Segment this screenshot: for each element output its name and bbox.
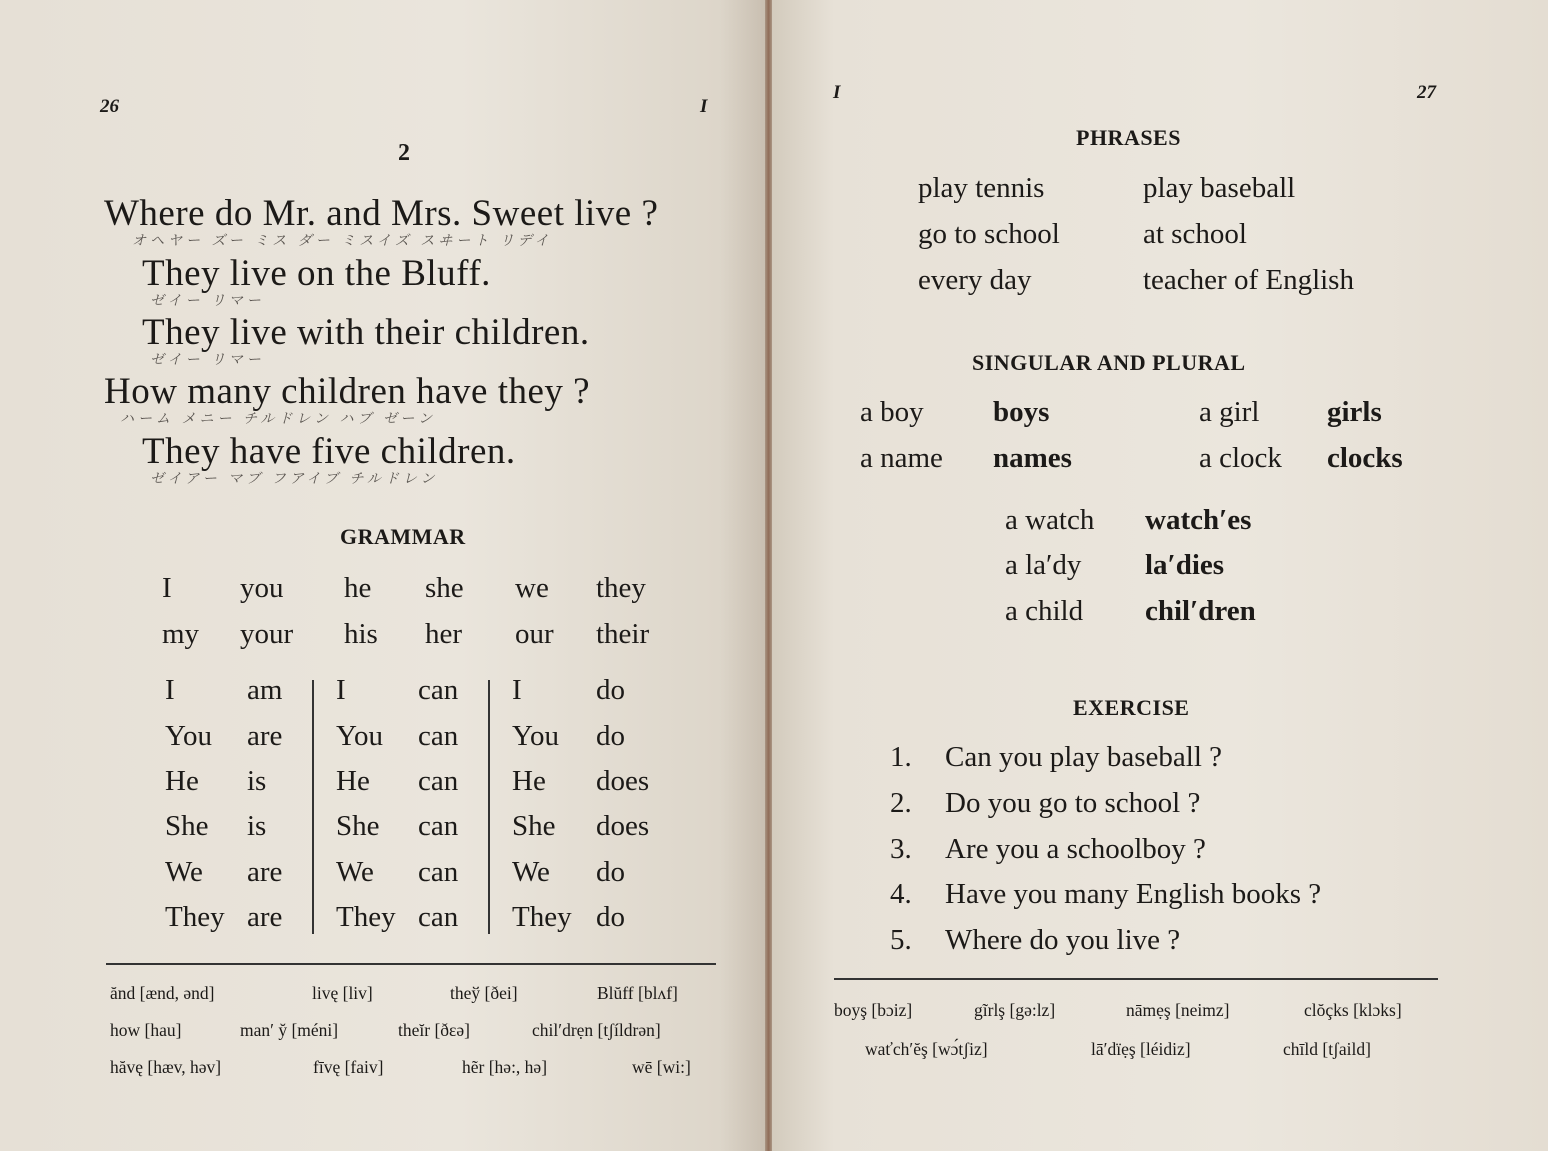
pronoun: they [596,572,646,604]
plural: la′dies [1145,549,1225,581]
subject: She [165,810,209,842]
pronoun: we [515,572,549,604]
dialog-line: They live on the Bluff. [142,253,491,294]
exercise-question: Can you play baseball ? [945,741,1223,773]
exercise-number: 1. [890,741,912,773]
pronoun: our [515,618,554,650]
plural: clocks [1327,442,1403,474]
verb: do [596,720,625,752]
pronoun: their [596,618,650,650]
pronunciation: ănd [ænd, ənd] [110,983,215,1003]
footnote-rule [834,978,1438,980]
verb: can [418,674,459,706]
verb: can [418,901,459,933]
exercise-heading: EXERCISE [1073,695,1190,720]
verb: am [247,674,283,706]
pronoun: your [240,618,294,650]
verb: can [418,810,459,842]
pronunciation: nāmẹş [neimz] [1126,1000,1230,1020]
exercise-question: Have you many English books ? [945,878,1322,910]
pronoun: I [162,572,172,604]
subject: They [512,901,572,933]
subject: She [512,810,556,842]
plural: girls [1327,396,1382,428]
pronoun: you [240,572,284,604]
phrase: play baseball [1143,172,1296,204]
verb: do [596,674,625,706]
subject: They [165,901,225,933]
pronunciation: fīvę [faiv] [313,1057,384,1077]
pronunciation: chil′drẹn [tʃíldrən] [532,1020,661,1040]
pronoun: his [344,618,378,650]
pronunciation: hăvę [hæv, həv] [110,1057,222,1077]
dialog-line: How many children have they ? [104,371,591,412]
verb: is [247,765,267,797]
pronunciation: man′ y̆ [méni] [240,1020,339,1040]
subject: We [336,856,374,888]
phrase: go to school [918,218,1060,250]
pronunciation: hẽr [hə:, hə] [462,1057,548,1077]
singular: a boy [860,396,924,428]
dialog-line: They have five children. [142,431,516,472]
phrase: teacher of English [1143,264,1354,296]
subject: He [165,765,199,797]
singular: a name [860,442,943,474]
pronunciation: theĭr [ðɛə] [398,1020,470,1040]
pronunciation: theў [ðei] [450,983,518,1003]
pronunciation: gĩrlş [gə:lz] [974,1000,1056,1020]
phrases-heading: PHRASES [1076,125,1181,150]
running-head: I [700,96,708,117]
footnote-rule [106,963,716,965]
pronunciation: lā′dïẹş [léidiz] [1091,1039,1191,1059]
subject: We [512,856,550,888]
furigana: ゼイー リマー [150,353,265,368]
pronunciation: livę [liv] [312,983,373,1003]
subject: He [512,765,546,797]
verb: are [247,856,283,888]
pronunciation: boyş [bɔiz] [834,1000,913,1020]
singular-plural-heading: SINGULAR AND PLURAL [972,350,1246,375]
singular: a girl [1199,396,1260,428]
pronoun: her [425,618,463,650]
pronunciation: wē [wi:] [632,1057,691,1077]
subject: We [165,856,203,888]
verb: is [247,810,267,842]
page-number: 27 [1417,82,1436,103]
subject: I [336,674,346,706]
dialog-line: Where do Mr. and Mrs. Sweet live ? [104,193,659,234]
verb: does [596,810,650,842]
pronunciation: clŏçks [klɔks] [1304,1000,1402,1020]
exercise-question: Where do you live ? [945,924,1181,956]
pronunciation: waťch′ĕş [wɔ́tʃiz] [865,1039,988,1059]
verb: can [418,765,459,797]
page-number: 26 [100,96,119,117]
verb: does [596,765,650,797]
verb: do [596,901,625,933]
grammar-heading: GRAMMAR [340,524,466,549]
furigana: ゼイー リマー [150,294,265,309]
subject: They [336,901,396,933]
singular: a la′dy [1005,549,1082,581]
subject: You [165,720,213,752]
singular: a watch [1005,504,1095,536]
subject: He [336,765,370,797]
phrase: every day [918,264,1032,296]
plural: chil′dren [1145,595,1256,627]
exercise-number: 3. [890,833,912,865]
pronoun: he [344,572,372,604]
plural: names [993,442,1072,474]
running-head: I [833,82,841,103]
left-page [0,0,765,1151]
furigana: ゼイアー マブ フアイブ チルドレン [150,472,439,487]
singular: a child [1005,595,1084,627]
pronoun: she [425,572,464,604]
plural: boys [993,396,1050,428]
phrase: at school [1143,218,1247,250]
subject: I [165,674,175,706]
subject: I [512,674,522,706]
subject: She [336,810,380,842]
exercise-number: 2. [890,787,912,819]
furigana: オヘヤー ズー ミス ダー ミスイズ スヰート リデイ [132,234,553,249]
pronunciation: Blŭff [blʌf] [597,983,678,1003]
exercise-number: 4. [890,878,912,910]
lesson-number: 2 [398,140,410,166]
dialog-line: They live with their children. [142,312,590,353]
subject: You [336,720,384,752]
plural: watch′es [1145,504,1252,536]
furigana: ハーム メニー チルドレン ハブ ゼーン [120,412,437,427]
verb: can [418,856,459,888]
column-divider [488,680,490,934]
verb: do [596,856,625,888]
phrase: play tennis [918,172,1045,204]
verb: are [247,720,283,752]
pronoun: my [162,618,200,650]
subject: You [512,720,560,752]
pronunciation: chīld [tʃaild] [1283,1039,1371,1059]
exercise-question: Do you go to school ? [945,787,1201,819]
column-divider [312,680,314,934]
exercise-question: Are you a schoolboy ? [945,833,1206,865]
exercise-number: 5. [890,924,912,956]
singular: a clock [1199,442,1282,474]
right-page [772,0,1548,1151]
pronunciation: how [hau] [110,1020,182,1040]
verb: can [418,720,459,752]
verb: are [247,901,283,933]
